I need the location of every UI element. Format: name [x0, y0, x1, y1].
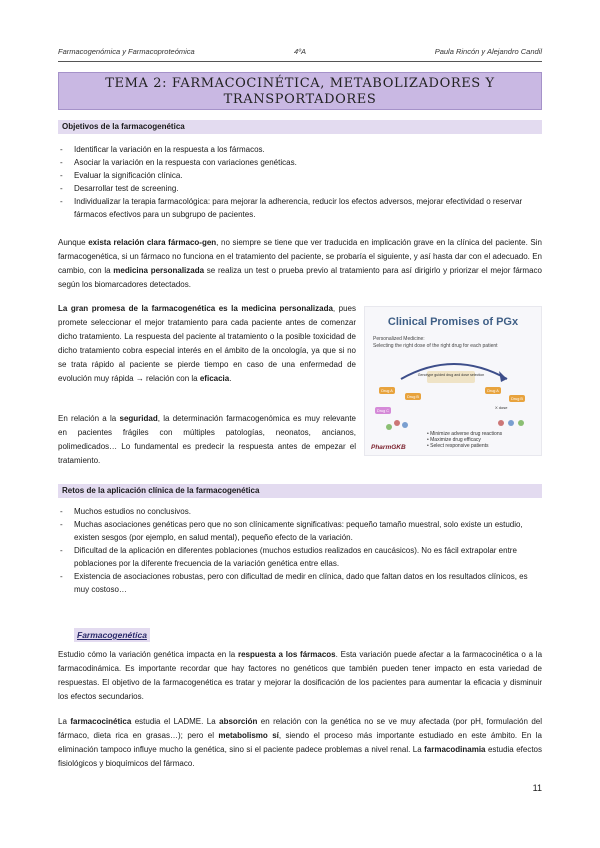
- pgx-figure: [364, 306, 542, 456]
- page-number: 11: [532, 783, 542, 793]
- person-icon: [402, 422, 408, 428]
- person-icon: [508, 420, 514, 426]
- person-icon: [518, 420, 524, 426]
- pharmgkb-logo: PharmGKB: [371, 444, 406, 451]
- paragraph-farmacocinetica: La farmacocinética estudia el LADME. La absorción en relación con la genética no se ve muy afectada (por pH, formulación del fármaco, dieta rica en grasas…); pero el metabolismo sí, siendo el proceso más importante estudiado en este ámbito. En la eliminación tampoco influye mucho la genética, sino si el paciente padece problemas a nivel renal. La farmacodinamia estudia efectos fisiológicos y bioquímicos del fármaco.: [58, 717, 543, 768]
- paragraph-gran-promesa: La gran promesa de la farmacogenética es la medicina personalizada, pues promete seleccionar el mejor tratamiento para cada paciente antes de comenzar dicho tratamiento. La respuesta del paciente al tratamiento o la posible toxicidad de dicho tratamiento cobra especial interés en el ámbito de la oncología, ya que si no se trata rápido al paciente se pierde tiempo en caso de una enfermedad de evolución muy rápida → relación con la eficacia.: [58, 304, 356, 383]
- subsection-heading-farmacogenetica: Farmacogenética: [74, 628, 150, 642]
- figure-bullet: • Select responsive patients: [427, 443, 489, 449]
- list-item: - Individualizar la terapia farmacológica: para mejorar la adherencia, reducir los efectos adversos, mejorar efectividad o reservar fármacos efectivos para un subgrupo de pacientes.: [58, 195, 542, 221]
- person-icon: [386, 424, 392, 430]
- patient-group-left: [375, 387, 421, 430]
- list-item: - Muchos estudios no conclusivos.: [58, 505, 542, 518]
- page-title: [58, 72, 542, 110]
- list-item: - Muchas asociaciones genéticas pero que no son clínicamente significativas: pequeño tamaño muestral, solo existe un estudio, existen sesgos (por ejemplo, en salud mental), pequeño efecto de la variación.: [58, 518, 542, 544]
- genotype-label: Genotype guided drug and dose selection: [417, 373, 485, 377]
- svg-text:Drug A: Drug A: [487, 389, 499, 393]
- figure-bullet: • Maximize drug efficacy: [427, 437, 481, 443]
- header-left: Farmacogenómica y Farmacoproteómica: [58, 47, 195, 56]
- section-heading-retos: Retos de la aplicación clínica de la farmacogenética: [58, 484, 542, 498]
- title-line-2: TRANSPORTADORES: [223, 92, 377, 107]
- x-dose-label: X dose: [495, 405, 508, 410]
- list-item: - Identificar la variación en la respuesta a los fármacos.: [58, 143, 542, 156]
- paragraph-farmacogenetica: Estudio cómo la variación genética impacta en la respuesta a los fármacos. Esta variación puede afectar a la farmacocinética o a la farmacodinámica. Es importante recordar que hay factores no genéticos que también pueden tener impacto en esta variedad de respuestas. El objetivo de la farmacogenética es tratar y mejorar la dosificación de los pacientes para aumentar la eficacia y disminuir los efectos secundarios.: [58, 650, 543, 701]
- list-item: - Dificultad de la aplicación en diferentes poblaciones (muchos estudios realizados en caucásicos). No es fácil extrapolar entre poblaciones por la diferente frecuencia de la variación genética entre ellas.: [58, 544, 542, 570]
- paragraph-relacion-farmaco-gen: Aunque exista relación clara fármaco-gen, no siempre se tiene que ver traducida en implicación grave en la clínica del paciente. Sin farmacogenética, si un fármaco no funciona en el tratamiento del paciente, se probaría el siguiente, y así hasta dar con el adecuado. En cambio, con la medicina personalizada se realiza un test o prueba previo al tratamiento para así dirigirlo y priorizar el mejor fármaco según los biomarcadores detectados.: [58, 238, 542, 289]
- list-item: - Desarrollar test de screening.: [58, 182, 542, 195]
- figure-subtitle: Personalized Medicine:: [373, 336, 425, 342]
- arrow-head-icon: [499, 371, 507, 382]
- paragraph-seguridad: En relación a la seguridad, la determinación farmacogenómica es muy relevante en pacientes frágiles con múltiples patologías, neonatos, ancianos, polimedicados… Lo fundamental es predecir la respuesta antes de empezar el tratamiento.: [58, 414, 357, 465]
- figure-caption: Selecting the right dose of the right drug for each patient: [373, 343, 498, 349]
- objetivos-list: [58, 143, 542, 221]
- person-icon: [394, 420, 400, 426]
- patient-group-right: [485, 387, 525, 426]
- retos-list: [58, 505, 542, 596]
- svg-text:Drug B: Drug B: [407, 395, 419, 399]
- list-item: - Asociar la variación en la respuesta con variaciones genéticas.: [58, 156, 542, 169]
- svg-text:Drug B: Drug B: [511, 397, 523, 401]
- svg-text:Drug C: Drug C: [376, 409, 390, 413]
- header-divider: [58, 61, 542, 62]
- list-item: - Evaluar la significación clínica.: [58, 169, 542, 182]
- section-heading-objetivos: Objetivos de la farmacogenética: [58, 120, 542, 134]
- svg-text:Drug A: Drug A: [381, 389, 393, 393]
- header-right: Paula Rincón y Alejandro Candil: [434, 47, 542, 56]
- page-header: [58, 47, 542, 59]
- title-line-1: TEMA 2: FARMACOCINÉTICA, METABOLIZADORES Y: [105, 76, 495, 91]
- person-icon: [498, 420, 504, 426]
- figure-title: Clinical Promises of PGx: [387, 316, 519, 328]
- list-item: - Existencia de asociaciones robustas, pero con dificultad de medir en clínica, dado que faltan datos en los resultados clínicos, es muy costoso…: [58, 570, 542, 596]
- header-center: 4ºA: [294, 47, 306, 56]
- figure-bullet: • Minimize adverse drug reactions: [427, 431, 503, 437]
